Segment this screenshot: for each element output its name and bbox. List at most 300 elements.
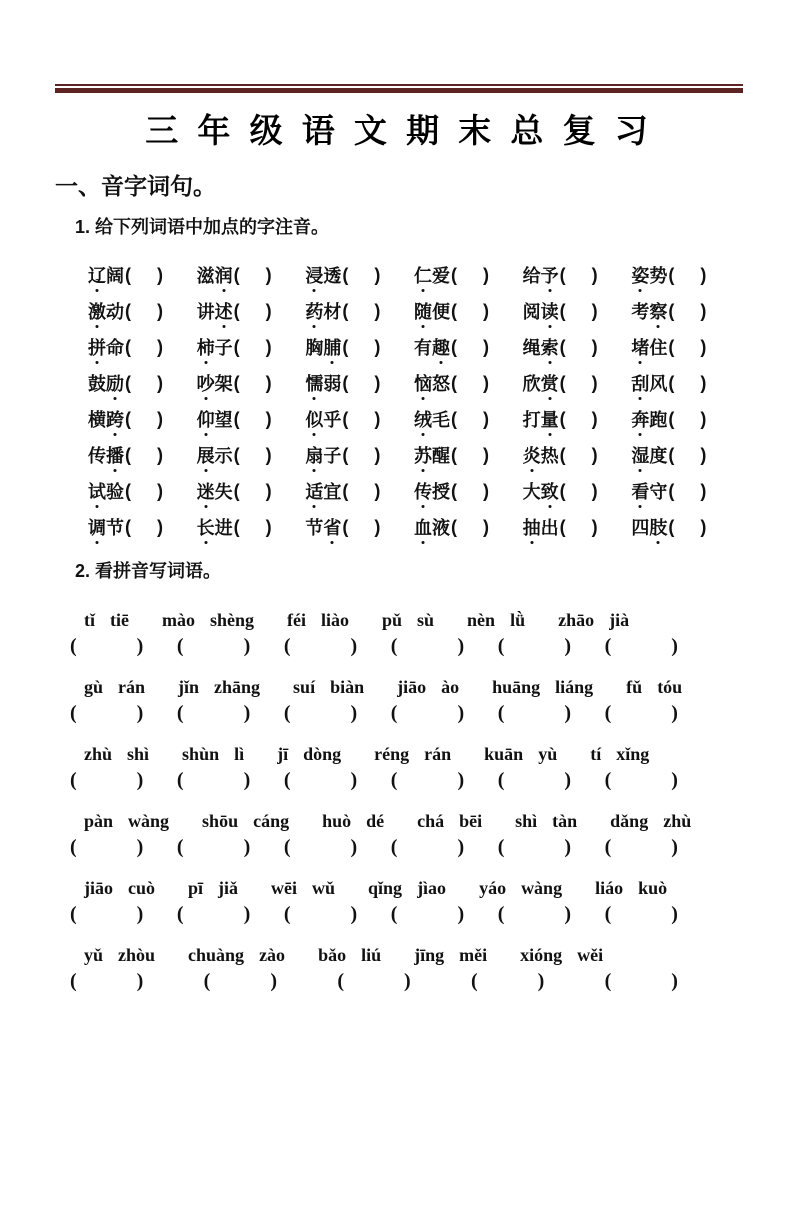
paren-close: ) [157, 264, 163, 285]
pinyin-answer-parens [668, 445, 706, 466]
pinyin-syllable: yù [538, 744, 558, 764]
paren-open: ( [559, 336, 566, 357]
pinyin-word [277, 744, 341, 765]
paren-open: ( [176, 902, 184, 925]
character: 毛 [431, 410, 450, 430]
paren-open: ( [176, 701, 184, 724]
pinyin-answer-parens [234, 301, 272, 322]
pinyin-syllable: ào [441, 677, 460, 697]
pinyin-line [84, 869, 743, 899]
word-item [88, 334, 197, 360]
character: 风 [649, 374, 668, 394]
pinyin-syllable: féi [287, 610, 306, 630]
pinyin-row [70, 936, 743, 996]
pinyin-syllable: chá [417, 811, 445, 831]
pinyin-word [271, 878, 335, 899]
paren-open: ( [450, 444, 457, 465]
word-text [414, 334, 450, 360]
paren-open: ( [125, 408, 131, 429]
paren-open: ( [70, 835, 77, 858]
paren-close: ) [157, 300, 163, 321]
dotted-character: 拼 [88, 334, 106, 360]
dotted-character: 恼 [414, 370, 432, 396]
paren-open: ( [233, 264, 240, 285]
dotted-character: 省 [323, 514, 341, 540]
pinyin-word [84, 677, 145, 698]
dotted-character: 扇 [305, 442, 323, 468]
character: 阅 [522, 302, 541, 322]
word-text [523, 334, 559, 360]
word-item [88, 298, 197, 324]
paren-close: ) [482, 408, 489, 429]
pinyin-word [417, 811, 482, 832]
word-item [197, 262, 306, 288]
word-item [414, 334, 523, 360]
word-text [523, 262, 559, 288]
character: 热 [540, 446, 559, 466]
character: 滋 [196, 266, 215, 286]
word-text [523, 406, 559, 432]
paren-open: ( [125, 336, 131, 357]
paren-close: ) [265, 516, 272, 537]
paren-close: ) [243, 634, 251, 657]
paren-close: ) [700, 480, 707, 501]
paren-close: ) [482, 516, 489, 537]
pinyin-answer-parens [125, 301, 163, 322]
word-item [523, 298, 632, 324]
word-answer-parens [177, 903, 250, 926]
word-item [631, 406, 740, 432]
paren-close: ) [243, 835, 251, 858]
paren-close: ) [157, 408, 163, 429]
dotted-character: 跨 [106, 406, 124, 432]
paren-open: ( [233, 408, 240, 429]
paren-close: ) [591, 480, 598, 501]
word-item [197, 442, 306, 468]
character: 度 [649, 446, 668, 466]
paren-open: ( [233, 300, 240, 321]
word-item [197, 514, 306, 540]
pinyin-answer-parens [668, 517, 706, 538]
word-text [197, 406, 233, 432]
word-item [631, 442, 740, 468]
pinyin-answer-parens [342, 265, 380, 286]
paren-close: ) [136, 701, 144, 724]
paren-open: ( [559, 408, 566, 429]
dotted-character: 姿 [631, 262, 649, 288]
character: 便 [431, 302, 450, 322]
paren-close: ) [243, 701, 251, 724]
word-answer-parens [284, 836, 357, 859]
dotted-character: 血 [414, 514, 432, 540]
paren-close: ) [482, 336, 489, 357]
paren-open: ( [283, 701, 291, 724]
word-text [523, 370, 559, 396]
character: 验 [106, 482, 124, 502]
paren-open: ( [497, 701, 505, 724]
word-answer-parens [204, 970, 277, 993]
pinyin-word [188, 878, 238, 899]
pinyin-answer-parens [342, 517, 380, 538]
paren-close: ) [243, 902, 251, 925]
paren-open: ( [604, 835, 612, 858]
paren-close: ) [350, 701, 358, 724]
paren-close: ) [564, 634, 572, 657]
paren-open: ( [203, 969, 211, 992]
paren-close: ) [157, 480, 163, 501]
dotted-character: 药 [305, 298, 323, 324]
pinyin-word [322, 811, 384, 832]
word-text [305, 406, 341, 432]
word-text [631, 298, 667, 324]
word-item [523, 442, 632, 468]
paren-open: ( [342, 408, 349, 429]
word-text [631, 262, 667, 288]
pinyin-syllable: yǔ [84, 945, 104, 965]
word-item [414, 262, 523, 288]
pinyin-word [84, 878, 155, 899]
word-item [523, 370, 632, 396]
paren-open: ( [283, 634, 291, 657]
word-text [305, 514, 341, 540]
paren-close: ) [537, 969, 545, 992]
dotted-character: 适 [305, 478, 323, 504]
word-answer-parens [284, 769, 357, 792]
word-item [414, 442, 523, 468]
word-answer-parens [498, 635, 571, 658]
word-text [88, 478, 124, 504]
word-item [414, 298, 523, 324]
pinyin-answer-parens [451, 481, 489, 502]
pinyin-answer-parens [560, 481, 598, 502]
paren-close: ) [564, 768, 572, 791]
border-thick-line [55, 88, 743, 93]
pinyin-syllable: fǔ [626, 677, 643, 697]
word-answer-parens [284, 635, 357, 658]
word-grid [88, 257, 740, 545]
paren-close: ) [243, 768, 251, 791]
pinyin-answer-parens [668, 409, 706, 430]
word-answer-parens [70, 836, 143, 859]
paren-close: ) [136, 835, 144, 858]
word-text [523, 442, 559, 468]
word-text [88, 262, 124, 288]
word-answer-parens [177, 635, 250, 658]
paren-open: ( [668, 336, 675, 357]
pinyin-answer-parens [342, 409, 380, 430]
pinyin-syllable: sù [417, 610, 435, 630]
pinyin-word [595, 878, 667, 899]
paren-close: ) [700, 516, 707, 537]
pinyin-answer-parens [560, 409, 598, 430]
paren-close: ) [482, 264, 489, 285]
pinyin-answer-parens [342, 301, 380, 322]
pinyin-syllable: cuò [128, 878, 155, 898]
dotted-character: 润 [215, 262, 233, 288]
word-item [631, 478, 740, 504]
paren-close: ) [157, 444, 163, 465]
paren-open: ( [470, 969, 478, 992]
paren-open: ( [450, 408, 457, 429]
dotted-character: 湿 [631, 442, 649, 468]
pinyin-syllable: wàng [521, 878, 563, 898]
dotted-character: 致 [541, 478, 559, 504]
pinyin-syllable: tàn [552, 811, 578, 831]
paren-open: ( [559, 516, 566, 537]
paren-open: ( [604, 969, 612, 992]
paren-close: ) [671, 701, 678, 724]
paren-close: ) [564, 701, 572, 724]
word-item [305, 262, 414, 288]
word-text [88, 370, 124, 396]
pinyin-answer-parens [234, 373, 272, 394]
pinyin-answer-parens [342, 373, 380, 394]
paren-open: ( [70, 701, 77, 724]
word-item [305, 334, 414, 360]
paren-open: ( [337, 969, 344, 992]
dotted-character: 试 [88, 478, 106, 504]
word-text [305, 298, 341, 324]
pinyin-answer-parens [342, 481, 380, 502]
dotted-character: 看 [631, 478, 649, 504]
dotted-character: 肢 [649, 514, 667, 540]
word-item [631, 298, 740, 324]
pinyin-line [84, 668, 743, 698]
pinyin-syllable: shùn [182, 744, 220, 764]
paren-close: ) [591, 444, 598, 465]
word-item [414, 478, 523, 504]
dotted-character: 刮 [631, 370, 649, 396]
paren-open: ( [283, 835, 291, 858]
pinyin-syllable: dòng [303, 744, 342, 764]
paren-close: ) [265, 480, 272, 501]
paren-close: ) [591, 372, 598, 393]
paren-open: ( [668, 300, 675, 321]
pinyin-answer-parens [125, 445, 163, 466]
pinyin-answer-parens [451, 445, 489, 466]
pinyin-syllable: biàn [330, 677, 365, 697]
paren-close: ) [564, 902, 572, 925]
paren-close: ) [482, 300, 489, 321]
pinyin-syllable: chuàng [188, 945, 245, 965]
word-text [197, 478, 233, 504]
word-item [197, 370, 306, 396]
word-text [88, 298, 124, 324]
paren-open: ( [125, 444, 131, 465]
pinyin-syllable: suí [293, 677, 316, 697]
paren-close: ) [591, 264, 598, 285]
paren-close: ) [265, 300, 272, 321]
pinyin-syllable: qǐng [368, 878, 403, 898]
word-text [197, 442, 233, 468]
pinyin-syllable: jiāo [84, 878, 113, 898]
word-text [88, 442, 124, 468]
word-text [305, 478, 341, 504]
word-item [305, 442, 414, 468]
paren-open: ( [668, 444, 675, 465]
pinyin-word [515, 811, 577, 832]
pinyin-syllable: dé [366, 811, 385, 831]
word-text [523, 298, 559, 324]
paren-open: ( [604, 902, 612, 925]
pinyin-syllable: jià [609, 610, 630, 630]
pinyin-word [484, 744, 557, 765]
dotted-character: 似 [305, 406, 323, 432]
paren-open: ( [450, 264, 457, 285]
pinyin-answer-parens [668, 373, 706, 394]
paren-open: ( [450, 336, 457, 357]
paren-open: ( [390, 902, 398, 925]
pinyin-answer-parens [668, 481, 706, 502]
paren-close: ) [265, 372, 272, 393]
word-answer-parens [391, 635, 464, 658]
paren-open: ( [668, 480, 675, 501]
dotted-character: 传 [414, 478, 432, 504]
pinyin-row [70, 668, 743, 728]
dotted-character: 炎 [523, 442, 541, 468]
paren-close: ) [457, 835, 465, 858]
pinyin-syllable: jǐn [178, 677, 200, 697]
paren-open: ( [125, 372, 131, 393]
pinyin-line [84, 735, 743, 765]
word-text [197, 370, 233, 396]
pinyin-syllable: wēi [271, 878, 298, 898]
dotted-character: 予 [541, 262, 559, 288]
pinyin-syllable: pàn [84, 811, 114, 831]
paren-close: ) [136, 634, 144, 657]
character: 四 [631, 518, 650, 538]
word-answer-parens [498, 903, 571, 926]
dotted-character: 辽 [88, 262, 106, 288]
word-answer-parens [605, 769, 678, 792]
character: 住 [649, 338, 668, 358]
word-item [523, 406, 632, 432]
word-item [197, 406, 306, 432]
pinyin-answer-parens [451, 265, 489, 286]
paren-close: ) [374, 372, 381, 393]
pinyin-syllable: rán [118, 677, 146, 697]
character: 宜 [323, 482, 342, 502]
pinyin-syllable: xǐng [616, 744, 650, 764]
word-answer-parens [391, 903, 464, 926]
character: 节 [305, 518, 324, 538]
pinyin-word [318, 945, 381, 966]
answer-paren-line [70, 698, 678, 728]
pinyin-answer-parens [668, 337, 706, 358]
paren-open: ( [233, 372, 240, 393]
paren-close: ) [457, 902, 465, 925]
pinyin-line [84, 601, 743, 631]
pinyin-answer-parens [234, 265, 272, 286]
paren-open: ( [559, 480, 566, 501]
character: 弱 [323, 374, 342, 394]
pinyin-syllable: tí [590, 744, 602, 764]
paren-open: ( [450, 480, 457, 501]
pinyin-answer-parens [560, 517, 598, 538]
word-item [88, 406, 197, 432]
pinyin-answer-parens [234, 481, 272, 502]
pinyin-syllable: shì [515, 811, 538, 831]
paren-open: ( [559, 300, 566, 321]
paren-open: ( [450, 516, 457, 537]
paren-close: ) [136, 902, 144, 925]
dotted-character: 奔 [631, 406, 649, 432]
word-text [305, 370, 341, 396]
paren-open: ( [125, 264, 131, 285]
paren-close: ) [157, 336, 163, 357]
pinyin-answer-parens [125, 265, 163, 286]
pinyin-answer-parens [560, 337, 598, 358]
word-answer-parens [70, 635, 143, 658]
word-text [414, 478, 450, 504]
character: 失 [214, 482, 233, 502]
pinyin-word [520, 945, 603, 966]
word-text [631, 442, 667, 468]
word-text [414, 442, 450, 468]
pinyin-word [84, 945, 155, 966]
word-item [88, 262, 197, 288]
character: 鼓 [88, 374, 106, 394]
paren-close: ) [591, 300, 598, 321]
pinyin-syllable: pī [188, 878, 204, 898]
pinyin-word [182, 744, 244, 765]
character: 液 [431, 518, 450, 538]
paren-open: ( [390, 701, 398, 724]
pinyin-answer-parens [125, 481, 163, 502]
dotted-character: 读 [541, 298, 559, 324]
word-text [88, 406, 124, 432]
dotted-character: 仁 [414, 262, 432, 288]
paren-open: ( [604, 634, 612, 657]
word-item [305, 370, 414, 396]
item1-label: 1. 给下列词语中加点的字注音。 [75, 217, 330, 237]
paren-open: ( [342, 336, 349, 357]
paren-close: ) [591, 408, 598, 429]
word-text [631, 370, 667, 396]
character: 给 [522, 266, 541, 286]
word-item [88, 478, 197, 504]
paren-close: ) [671, 768, 678, 791]
pinyin-line [84, 936, 743, 966]
word-item [523, 262, 632, 288]
word-text [197, 298, 233, 324]
paren-close: ) [265, 264, 272, 285]
character: 怒 [431, 374, 450, 394]
answer-paren-line [70, 832, 678, 862]
paren-close: ) [457, 701, 465, 724]
character: 示 [214, 446, 233, 466]
dotted-character: 抽 [523, 514, 541, 540]
paren-open: ( [283, 768, 291, 791]
word-answer-parens [498, 836, 571, 859]
pinyin-syllable: liáo [595, 878, 624, 898]
word-item [197, 298, 306, 324]
pinyin-syllable: bǎo [318, 945, 347, 965]
pinyin-row [70, 869, 743, 929]
pinyin-answer-parens [668, 301, 706, 322]
dotted-character: 浸 [305, 262, 323, 288]
paren-close: ) [350, 902, 358, 925]
pinyin-word [202, 811, 289, 832]
pinyin-syllable: rán [424, 744, 452, 764]
dotted-character: 察 [649, 298, 667, 324]
pinyin-syllable: huāng [492, 677, 541, 697]
pinyin-syllable: zhù [663, 811, 692, 831]
word-answer-parens [391, 702, 464, 725]
pinyin-syllable: nèn [467, 610, 496, 630]
word-text [197, 334, 233, 360]
paren-open: ( [450, 300, 457, 321]
